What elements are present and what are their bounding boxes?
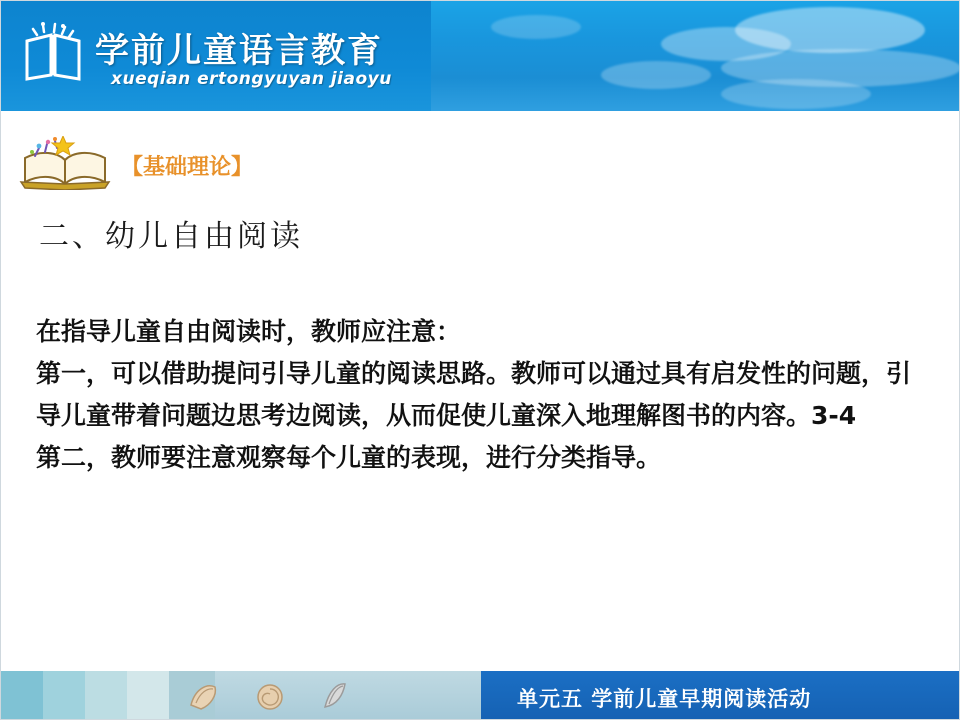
footer-tile: [43, 671, 85, 720]
slide-header: [1, 1, 960, 111]
page-title: 二、幼儿自由阅读: [39, 219, 303, 254]
footer-tile: [1, 671, 43, 720]
course-title-pinyin: xueqian ertongyuyan jiaoyu: [111, 69, 392, 89]
conch-shell-icon: [187, 679, 221, 713]
cloud-decoration: [601, 61, 711, 89]
open-book-star-icon: [19, 136, 115, 194]
slide-body: [1, 111, 960, 671]
footer-bar: [481, 671, 960, 720]
section-badge-label: 【基础理论】: [121, 154, 254, 180]
paragraph-3: 第二，教师要注意观察每个儿童的表现，进行分类指导。: [36, 443, 662, 472]
paragraph-1: 在指导儿童自由阅读时，教师应注意：: [36, 317, 462, 346]
cloud-decoration: [721, 79, 871, 109]
slide-footer: [1, 671, 960, 720]
paragraph-2: 第一，可以借助提问引导儿童的阅读思路。教师可以通过具有启发性的问题，引导儿童带着问题边思考边阅读，从而促使儿童深入地理解图书的内容。3-4: [36, 359, 912, 430]
body-text: [36, 311, 916, 479]
course-title-cn: 学前儿童语言教育: [95, 31, 383, 71]
footer-tile: [127, 671, 169, 720]
section-badge: [19, 136, 253, 194]
spiral-shell-icon: [319, 679, 353, 713]
footer-tiles: [1, 671, 441, 720]
footer-tile: [85, 671, 127, 720]
cloud-decoration: [491, 15, 581, 39]
snail-shell-icon: [253, 679, 287, 713]
open-book-icon: [23, 21, 83, 83]
footer-unit-label: 单元五 学前儿童早期阅读活动: [517, 687, 812, 711]
